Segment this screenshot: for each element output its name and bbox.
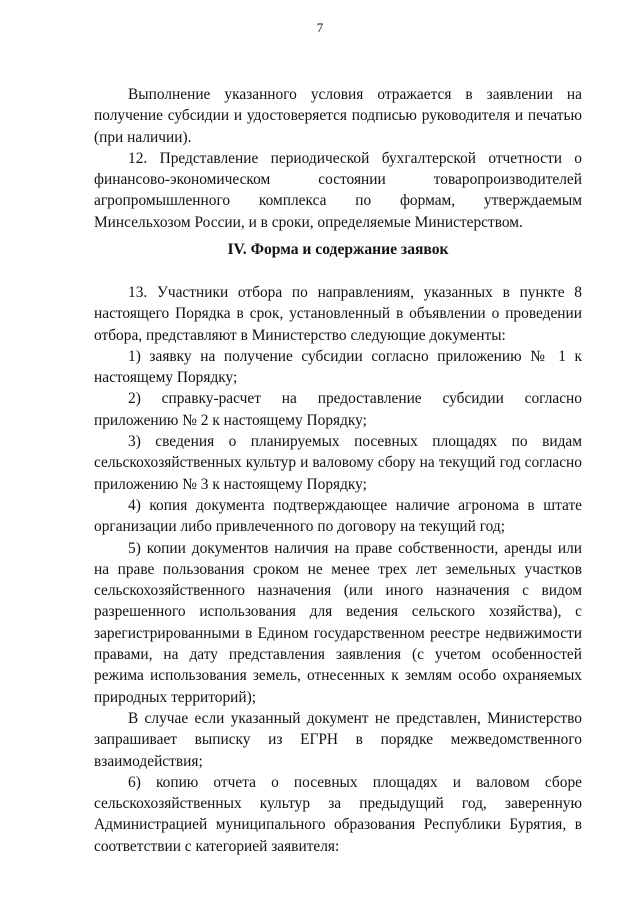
text-block-top xyxy=(94,84,582,233)
list-item: 2) справку-расчет на предоставление субсидии согласно приложению № 2 к настоящему Порядку; xyxy=(94,390,582,429)
paragraph: 13. Участники отбора по направлениям, указанных в пункте 8 настоящего Порядка в срок, установленный в объявлении о проведении отбора, представляют в Министерство следующие документы: xyxy=(94,284,582,344)
paragraph: 12. Представление периодической бухгалтерской отчетности о финансово-экономическом состоянии товаропроизводителей агропромышленного комплекса по формам, утверждаемым Минсельхозом России, и в сроки, определяемые Министерством. xyxy=(94,149,582,231)
page-number: 7 xyxy=(316,20,324,35)
list-item: 3) сведения о планируемых посевных площадях по видам сельскохозяйственных культур и валовому сбору на текущий год согласно приложению № 3 к настоящему Порядку; xyxy=(94,433,582,493)
paragraph: Выполнение указанного условия отражается в заявлении на получение субсидии и удостоверяется подписью руководителя и печатью (при наличии). xyxy=(94,86,582,146)
list-item: 5) копии документов наличия на праве собственности, аренды или на праве пользования сроком не менее трех лет земельных участков сельскохозяйственного назначения (или иного назначения с видом разрешенного использования для ведения сельского хозяйства), с зарегистрированными в Едином государственном реестре недвижимости правами, на дату представления заявления (с учетом особенностей режима использования земель, отнесенных к землям особо охраняемых природных территорий); xyxy=(94,539,582,706)
text-block-main xyxy=(94,282,582,857)
list-item: 4) копия документа подтверждающее наличие агронома в штате организации либо привлеченного по договору на текущий год; xyxy=(94,496,582,536)
paragraph: В случае если указанный документ не представлен, Министерство запрашивает выписку из ЕГРН в порядке межведомственного взаимодействия; xyxy=(94,709,582,770)
list-item: 6) копию отчета о посевных площадях и валовом сборе сельскохозяйственных культур за предыдущий год, заверенную Администрацией муниципального образования Республики Бурятия, в соответствии с категорией заявителя: xyxy=(94,773,582,855)
list-item: 1) заявку на получение субсидии согласно приложению № 1 к настоящему Порядку; xyxy=(94,347,582,387)
section-heading: IV. Форма и содержание заявок xyxy=(227,241,449,258)
